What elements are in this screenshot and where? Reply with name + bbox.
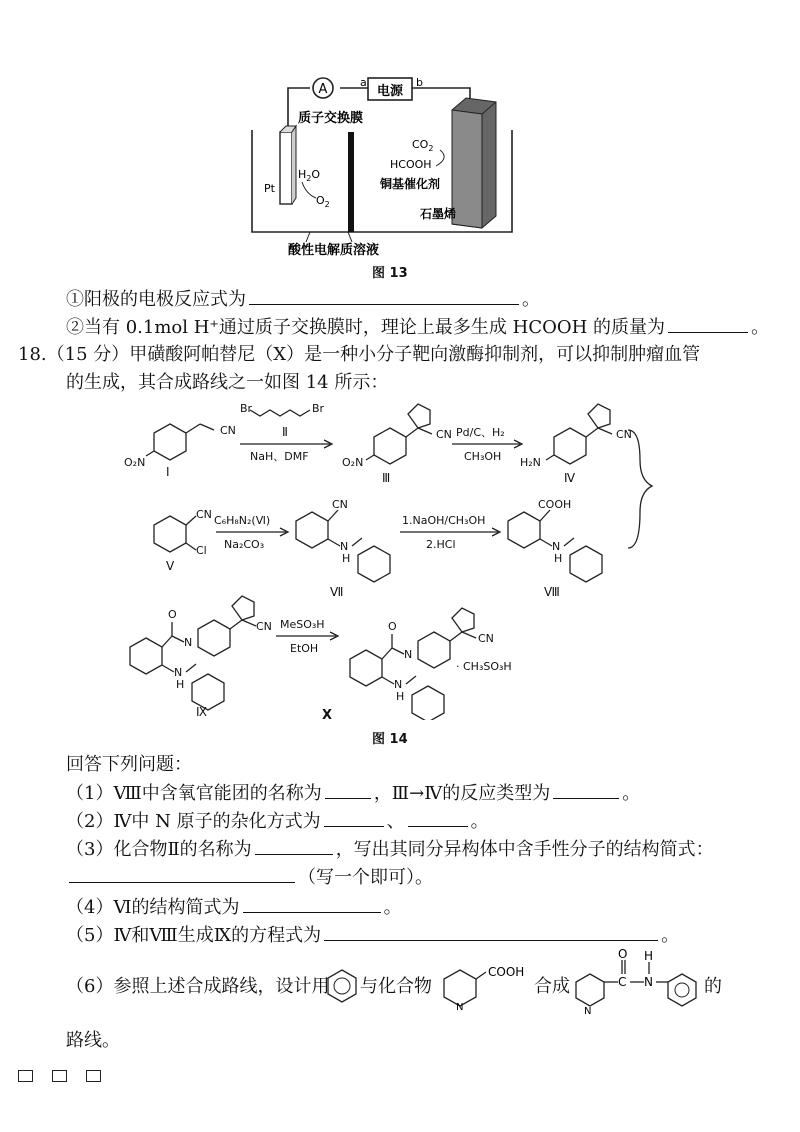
catalyst-label: 铜基催化剂 [380,177,441,191]
compound-viii-ring [508,512,540,548]
question-1: （1）Ⅷ中含氧官能团的名称为 ，Ⅲ→Ⅳ的反应类型为 。 [66,780,640,807]
o2n-label: O₂N [124,456,146,469]
compound-iv-ring [554,428,586,464]
graphene-electrode [452,110,482,228]
n-label: N [404,648,413,661]
question-2: （2）Ⅳ中 N 原子的杂化方式为 、 。 [66,808,489,835]
compound-v-label: V [166,559,175,573]
o-label: O [388,620,397,633]
terminal-b-label: b [416,76,423,89]
h-label: H [644,949,654,963]
answer-blank[interactable] [243,894,381,913]
question-6-start: （6）参照上述合成路线，设计用 [66,976,330,997]
h-label: H [176,678,185,691]
pt-label: Pt [264,182,275,195]
target-amide-structure [570,946,706,1014]
question-6-mid: 与化合物 [360,976,432,997]
n-label: N [552,540,561,553]
answer-blank[interactable] [324,922,658,941]
cn-label: CN [220,424,236,437]
compound-iii-label: Ⅲ [382,471,391,485]
q17-item-1: ①阳极的电极反应式为 。 [66,286,540,313]
o-label: O [168,608,177,621]
power-supply-label: 电源 [376,84,404,99]
compound-vii-ring [296,512,328,548]
h2n-label: H₂N [520,456,541,469]
compound-iii-ring [374,428,406,464]
compound-viii-label: Ⅷ [544,585,560,599]
br-left-label: Br [240,402,253,415]
compound-x-label: X [322,708,333,723]
cooh-label: COOH [538,498,572,511]
footer-square [52,1070,67,1082]
h-label: H [396,690,405,703]
figure-14-caption: 图 14 [372,732,408,747]
reagent-1-label: NaH、DMF [250,450,309,463]
svg-text:H2O: $H_2O$ [298,168,321,183]
answer-blank[interactable] [69,864,295,883]
q18-intro-line-2: 的生成，其合成路线之一如图 14 所示： [66,372,389,393]
question-6-route: 路线。 [66,1030,120,1051]
reagent-3-bottom: Na₂CO₃ [224,538,265,551]
cn-label: CN [616,428,632,441]
svg-text:O2: $O_2$ [316,194,330,209]
cn-label: CN [256,620,272,633]
cn-label: CN [332,498,348,511]
hcooh-label: HCOOH [390,158,432,171]
answer-blank[interactable] [255,836,333,855]
figure-13-caption: 图 13 [372,266,408,281]
reagent-2-bottom: CH₃OH [464,450,502,463]
question-3: （3）化合物Ⅱ的名称为 ，写出其同分异构体中含手性分子的结构简式： [66,836,714,863]
compound-ix-ring [130,638,162,674]
n-label: N [340,540,349,553]
reagent-4-bottom: 2.HCl [426,538,456,551]
q17-item-2: ②当有 0.1mol H⁺通过质子交换膜时，理论上最多生成 HCOOH 的质量为 。 [66,314,769,341]
answer-blank[interactable] [408,808,468,827]
synthesis-route-diagram [100,400,720,720]
terminal-a-label: a [360,76,367,89]
compound-ii-label: Ⅱ [282,425,288,439]
question-4: （4）Ⅵ的结构简式为 。 [66,894,402,921]
q18-intro-line-1: 18.（15 分）甲磺酸阿帕替尼（X）是一种小分子靶向激酶抑制剂，可以抑制肿瘤血管 [18,344,701,365]
n-label: N [184,636,193,649]
answer-blank[interactable] [324,808,384,827]
n-label: N [394,678,403,691]
cn-label: CN [436,428,452,441]
compound-i-ring [154,424,186,460]
reagent-3-top: C₆H₈N₂(Ⅵ) [214,514,271,527]
cn-label: CN [196,508,212,521]
reagent-2-top: Pd/C、H₂ [456,426,505,439]
h-label: H [554,552,563,565]
cooh-label: COOH [488,965,525,979]
answer-blank[interactable] [249,286,519,305]
electrolysis-cell-diagram [230,70,530,270]
salt-label: · CH₃SO₃H [456,660,512,673]
question-6-end: 的 [704,976,722,997]
answer-blank[interactable] [325,780,371,799]
ammeter-label: A [318,82,328,97]
svg-text:CO2: $CO_2$ [412,138,434,153]
question-5: （5）Ⅳ和Ⅷ生成Ⅸ的方程式为 。 [66,922,679,949]
n-label: N [584,1006,592,1014]
cn-label: CN [478,632,494,645]
compound-i-label: I [166,465,170,479]
answer-blank[interactable] [553,780,619,799]
carbon-label: C [618,975,627,989]
question-6-mid2: 合成 [534,976,570,997]
answer-blank[interactable] [668,314,748,333]
benzene-structure [324,966,360,1006]
pt-electrode [280,132,292,204]
questions-lead: 回答下列问题： [66,754,192,775]
n-label: N [644,975,653,989]
o-label: O [618,947,628,961]
compound-x-ring [350,650,382,686]
n-label: N [174,666,183,679]
membrane-label: 质子交换膜 [298,111,364,126]
question-3-cont: （写一个即可）。 [66,864,433,891]
footer-square [18,1070,33,1082]
br-right-label: Br [312,402,325,415]
compound-ix-label: Ⅸ [196,705,208,719]
nicotinic-acid-structure [438,956,538,1012]
compound-v-ring [154,516,186,552]
cl-label: Cl [196,544,207,557]
reagent-5-bottom: EtOH [290,642,319,655]
electrolyte-label: 酸性电解质溶液 [288,243,380,258]
n-label: N [456,1002,464,1012]
compound-vii-label: Ⅶ [330,585,344,599]
reagent-4-top: 1.NaOH/CH₃OH [402,514,486,527]
reagent-5-top: MeSO₃H [280,618,325,631]
footer-square [86,1070,101,1082]
compound-iv-label: Ⅳ [564,471,576,485]
h-label: H [342,552,351,565]
o2n-label: O₂N [342,456,364,469]
graphene-label: 石墨烯 [420,207,457,221]
proton-exchange-membrane [348,132,354,232]
